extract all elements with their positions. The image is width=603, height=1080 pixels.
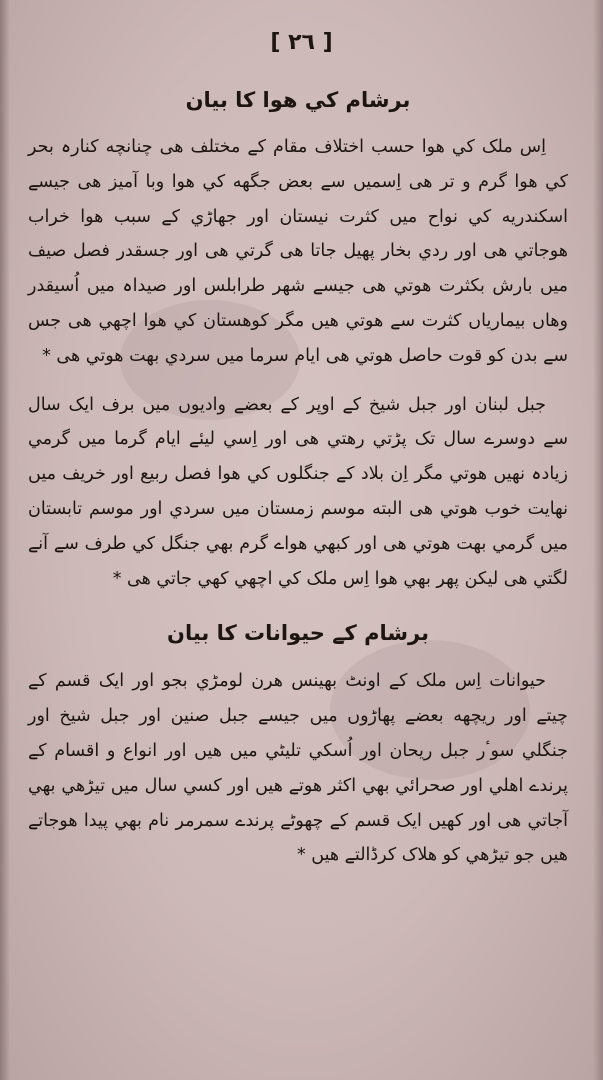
paragraph: اِس ملک کي هوا حسب اختلاف مقام کے مختلف هی چنانچه کنارہ بحر کي هوا گرم و تر هی اِسمیں سے بعض جگهه کي هوا وبا آمیز هی جیسے اسکندریه کي نواح میں کثرت نیستان اور جهاڑي کے سبب هوا خراب هوجاتي هی اور ردي بخار پهیل جاتا هی گرتي هی اور جسقدر فصل صیف میں بارش بکثرت هوتي هی جیسے شهر طرابلس اور صیداہ میں اُسیقدر وهاں بیماریاں کثرت سے هوتي هیں مگر کوهستان کي هوا اچهي هی جس سے بدن کو قوت حاصل هوتي هی ایام سرما میں سردي بهت هوتي هی * — [28, 137, 568, 366]
page-number: [ ٢٦ ] — [270, 30, 333, 55]
page-edge-shadow-right — [593, 0, 603, 1080]
paragraph: جبل لبنان اور جبل شیخ کے اوپر کے بعضے وادیوں میں برف ایک سال سے دوسرے سال تک پڑتي رهتي هی اور اِسي لیئے ایام گرما میں گرمي زیادہ نهیں هوتي مگر اِن بلاد کے جنگلوں کي هوا فصل ربیع اور خریف میں نهایت خوب هوتي هی البته موسم زمستان میں سردي اور موسم تابستان میں گرمي بهت هوتي هی اور کبهي هواے گرم بهي جنگل کي طرف سے آنے لگتي هی لیکن پهر بهي هوا اِس ملک کي اچهي کهي جاتي هی * — [28, 394, 568, 589]
page-edge-shadow-left — [0, 0, 10, 1080]
book-page-text — [28, 78, 568, 873]
paragraph: حیوانات اِس ملک کے اونٹ بهینس هرن لومڑي بجو اور ایک قسم کے چیتے اور ریچهه بعضے پهاڑوں میں جیسے جبل صنین اور جبل شیخ اور جنگلي سوٴر جبل ریحان اور اُسکي تلیٹي میں هیں اور انواع و اقسام کے پرندے اهلي اور صحرائي بهي اکثر هوتے هیں اور کسي سال میں تیڑهي بهي آجاتي هی اور کهیں ایک قسم کے چهوٹے پرندے سمرمر نام بهي پیدا هوجاتے هیں جو تیڑهي کو هلاک کرڈالتے هیں * — [28, 671, 568, 866]
section-heading-climate: برشام کي هوا کا بيان — [185, 88, 411, 112]
section-heading-animals: برشام کے حیوانات کا بیان — [167, 621, 429, 646]
